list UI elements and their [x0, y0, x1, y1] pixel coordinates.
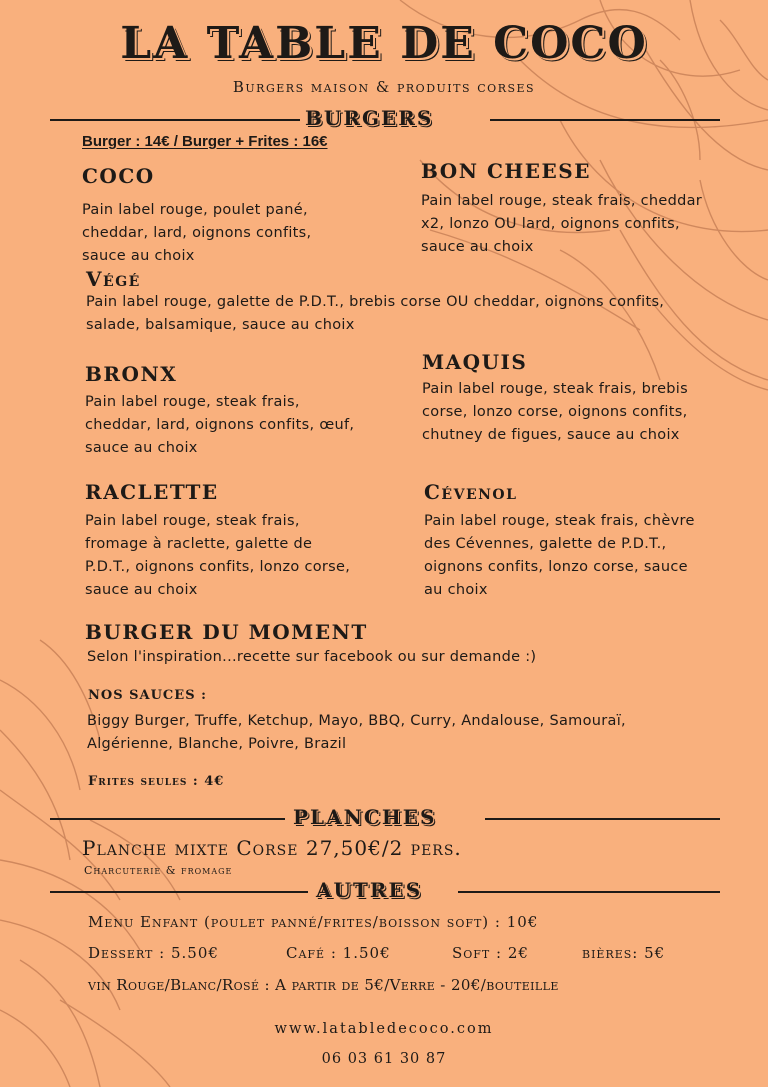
sauces-list: Biggy Burger, Truffe, Ketchup, Mayo, BBQ, Curry, Andalouse, Samouraï, Algérienne, Blanche, Poivre, Brazil — [87, 713, 626, 752]
burger-description: Pain label rouge, galette de P.D.T., brebis corse OU cheddar, oignons confits, salade, balsamique, sauce au choix — [86, 294, 665, 333]
planches-section-title: PLANCHES — [293, 805, 437, 829]
soft-price: Soft : 2€ — [452, 944, 529, 962]
burgers-section-title: BURGERS — [305, 106, 434, 130]
vin-price: vin Rouge/Blanc/Rosé : A partir de 5€/Verre - 20€/bouteille — [88, 976, 559, 994]
section-rule-left — [50, 818, 285, 820]
burger-name: BON CHEESE — [421, 159, 591, 183]
autres-section-title: AUTRES — [316, 878, 423, 902]
cafe-price: Café : 1.50€ — [286, 944, 391, 962]
phone-number: 06 03 61 30 87 — [321, 1051, 447, 1067]
section-rule-right — [485, 818, 720, 820]
burger-name: BRONX — [85, 362, 178, 386]
frites-price: Frites seules : 4€ — [88, 774, 225, 789]
burger-name: RACLETTE — [85, 480, 219, 504]
burger-name: Végé — [86, 267, 141, 291]
planche-subtitle: Charcuterie & fromage — [84, 864, 233, 877]
burger-description: Pain label rouge, steak frais, cheddar x2, lonzo OU lard, oignons confits, sauce au choix — [421, 193, 703, 255]
website-link[interactable]: www.latabledecoco.com — [274, 1021, 494, 1037]
sauces-heading: NOS SAUCES : — [88, 688, 207, 703]
burger-name: MAQUIS — [422, 350, 528, 374]
burger-name: BURGER DU MOMENT — [85, 620, 368, 644]
burger-description: Pain label rouge, steak frais, fromage à raclette, galette de P.D.T., oignons confits, lonzo corse, sauce au choix — [85, 513, 351, 598]
burger-description: Pain label rouge, steak frais, chèvre des Cévennes, galette de P.D.T., oignons confits, lonzo corse, sauce au choix — [424, 513, 695, 598]
bieres-price: bières: 5€ — [582, 944, 666, 962]
restaurant-subtitle: Burgers maison & produits corses — [232, 78, 536, 96]
restaurant-title: LA TABLE DE COCO — [120, 18, 648, 69]
dessert-price: Dessert : 5.50€ — [88, 944, 219, 962]
burger-description: Pain label rouge, steak frais, cheddar, lard, oignons confits, œuf, sauce au choix — [85, 394, 355, 456]
menu-enfant: Menu Enfant (poulet panné/frites/boisson soft) : 10€ — [88, 913, 539, 931]
burger-name: COCO — [82, 164, 155, 188]
burger-description: Pain label rouge, steak frais, brebis corse, lonzo corse, oignons confits, chutney de figues, sauce au choix — [422, 381, 688, 443]
section-rule-left — [50, 891, 308, 893]
section-rule-right — [458, 891, 720, 893]
burger-pricing: Burger : 14€ / Burger + Frites : 16€ — [82, 133, 328, 150]
planche-item: Planche mixte Corse 27,50€/2 pers. — [82, 836, 462, 860]
section-rule-left — [50, 119, 300, 121]
burger-description: Pain label rouge, poulet pané, cheddar, lard, oignons confits, sauce au choix — [82, 202, 312, 264]
burger-name: Cévenol — [424, 480, 518, 504]
burger-description: Selon l'inspiration...recette sur facebook ou sur demande :) — [87, 649, 537, 665]
section-rule-right — [490, 119, 720, 121]
